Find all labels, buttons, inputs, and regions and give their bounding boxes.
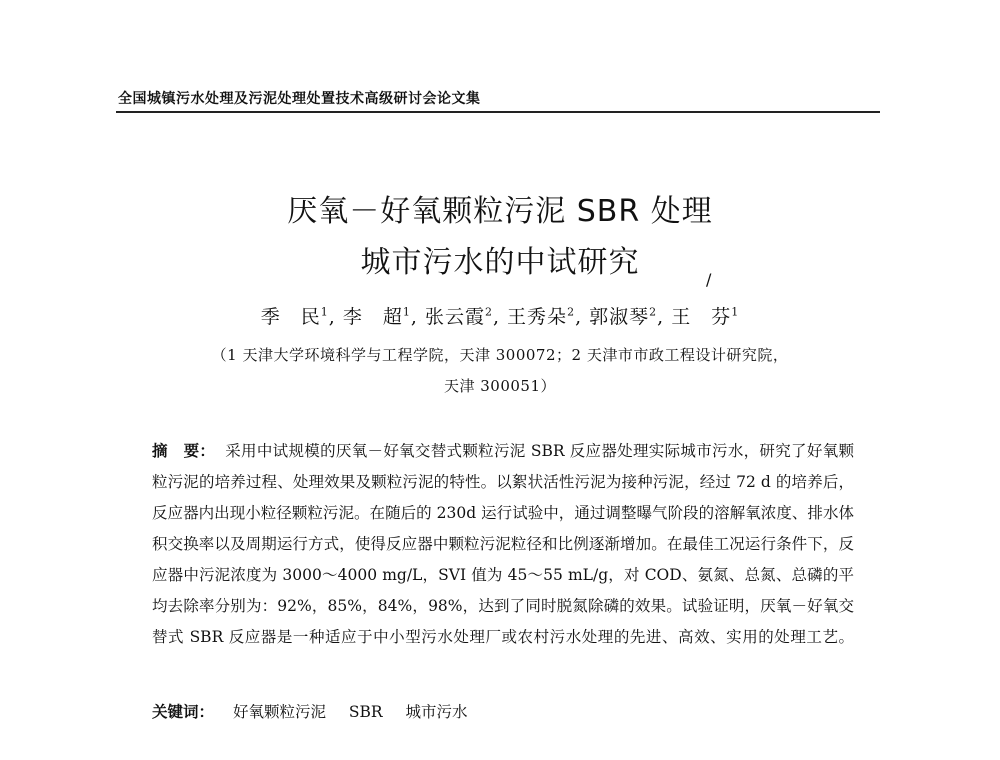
keywords <box>152 700 486 722</box>
header-rule <box>116 111 880 113</box>
stray-mark: / <box>706 270 712 289</box>
author: 张云霞$^2$, <box>424 305 500 328</box>
author: 王 芬$^1$ <box>671 305 740 328</box>
affiliation-line-2: 天津 300051） <box>443 377 557 395</box>
keyword: SBR <box>348 703 383 721</box>
abstract-text: 采用中试规模的厌氧－好氧交替式颗粒污泥 SBR 反应器处理实际城市污水，研究了好氧颗粒污泥的培养过程、处理效果及颗粒污泥的特性。以絮状活性污泥为接种污泥，经过 72 d 的培养后，反应器内出现小粒径颗粒污泥。在随后的 230d 运行试验中，通过调整曝气阶段的溶解氧浓度、排水体积交换率以及周期运行方式，使得反应器中颗粒污泥粒径和比例逐渐增加。在最佳工况运行条件下，反应器中污泥浓度为 3000～4000 mg/L，SVI 值为 45～55 mL/g，对 COD、氨氮、总氮、总磷的平均去除率分别为：92%，85%，84%，98%，达到了同时脱氮除磷的效果。试验证明，厌氧－好氧交替式 SBR 反应器是一种适应于中小型污水处理厂或农村污水处理的先进、高效、实用的处理工艺。 <box>152 442 854 646</box>
proceedings-header: 全国城镇污水处理及污泥处理处置技术高级研讨会论文集 <box>118 91 481 107</box>
keyword: 好氧颗粒污泥 <box>232 703 326 721</box>
abstract-label: 摘 要： <box>152 442 216 460</box>
author: 王秀朵$^2$, <box>507 305 583 328</box>
author: 李 超$^1$, <box>342 305 418 328</box>
author: 季 民$^1$, <box>260 305 336 328</box>
author: 郭淑琴$^2$, <box>589 305 665 328</box>
affiliation-line-1: （1 天津大学环境科学与工程学院，天津 300072；2 天津市市政工程设计研究院， <box>211 346 789 364</box>
paper-title-line-1: 厌氧－好氧颗粒污泥 SBR 处理 <box>287 194 713 229</box>
abstract <box>152 436 854 653</box>
keywords-label: 关键词： <box>152 703 215 721</box>
keyword: 城市污水 <box>405 703 468 721</box>
author-list <box>0 302 1000 329</box>
paper-title-line-2: 城市污水的中试研究 <box>360 245 640 280</box>
